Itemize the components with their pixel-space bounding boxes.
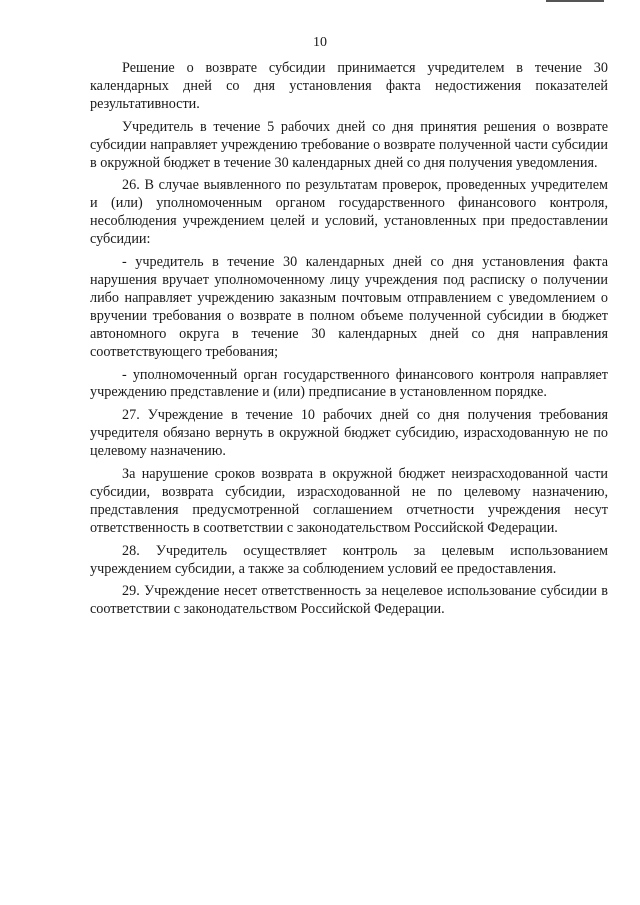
page-number: 10 [313,35,327,50]
paragraph-29: 29. Учреждение несет ответственность за нецелевое использование субсидии в соответствии с законодательством Российской Федерации. [90,583,608,618]
paragraph-return-notice: Учредитель в течение 5 рабочих дней со дня принятия решения о возврате субсидии направляет учреждению требование о возврате полученной части субсидии в окружной бюджет в течение 30 календарных дней со дня получения уведомления. [90,118,608,171]
document-body [90,60,608,624]
paragraph-liability: За нарушение сроков возврата в окружной бюджет неизрасходованной части субсидии, возврата субсидии, израсходованной не по целевому назначению, представления предусмотренной соглашением отчетности учреждения несут ответственность в соответствии с законодательством Российской Федерации. [90,466,608,536]
paragraph-26-item-control-body: - уполномоченный орган государственного финансового контроля направляет учреждению представление и (или) предписание в установленном порядке. [90,366,608,401]
paragraph-28: 28. Учредитель осуществляет контроль за целевым использованием учреждением субсидии, а также за соблюдением условий ее предоставления. [90,542,608,577]
paragraph-decision-on-return: Решение о возврате субсидии принимается учредителем в течение 30 календарных дней со дня установления факта недостижения показателей результативности. [90,60,608,112]
scan-edge-mark [546,0,604,2]
paragraph-26-item-founder: - учредитель в течение 30 календарных дней со дня установления факта нарушения вручает уполномоченному лицу учреждения под расписку о получении либо направляет учреждению заказным почтовым отправлением с уведомлением о вручении требования о возврате в полном объеме полученной субсидии в бюджет автономного округа в течение 30 календарных дней со дня направления соответствующего требования; [90,254,608,360]
paragraph-27: 27. Учреждение в течение 10 рабочих дней со дня получения требования учредителя обязано вернуть в окружной бюджет субсидию, израсходованную не по целевому назначению. [90,407,608,460]
paragraph-26: 26. В случае выявленного по результатам проверок, проведенных учредителем и (или) уполномоченным органом государственного финансового контроля, несоблюдения учреждением целей и условий, установленных при предоставлении субсидии: [90,177,608,248]
